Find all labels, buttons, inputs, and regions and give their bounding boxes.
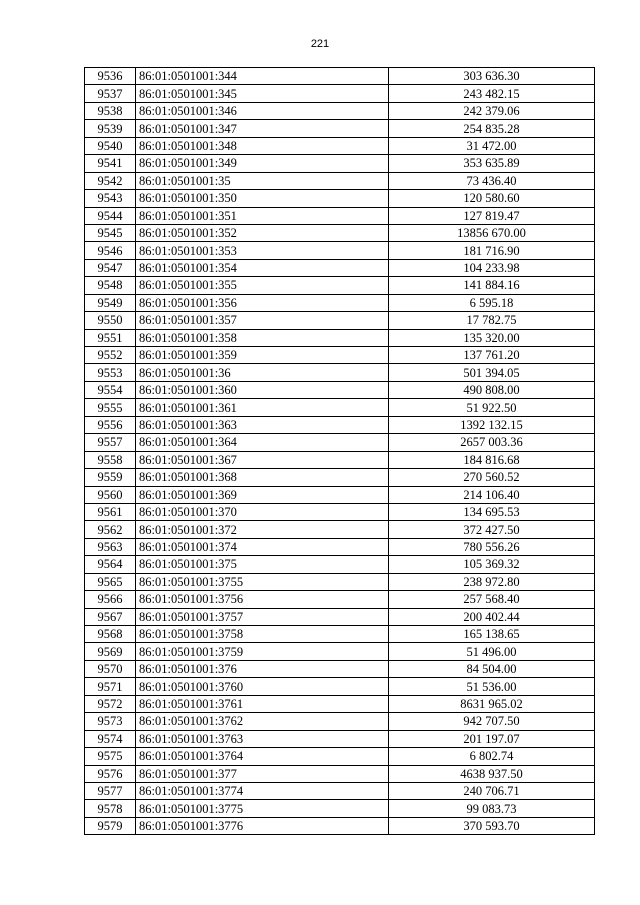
cadastral-value-cell: 31 472.00 — [389, 137, 595, 154]
cadastral-value-cell: 51 922.50 — [389, 399, 595, 416]
cadastral-value-cell: 243 482.15 — [389, 85, 595, 102]
row-number-cell: 9555 — [85, 399, 136, 416]
cadastral-number-cell: 86:01:0501001:363 — [136, 416, 389, 433]
cadastral-value-cell: 181 716.90 — [389, 242, 595, 259]
row-number-cell: 9541 — [85, 155, 136, 172]
row-number-cell: 9578 — [85, 800, 136, 817]
cadastral-number-cell: 86:01:0501001:3775 — [136, 800, 389, 817]
cadastral-number-cell: 86:01:0501001:3761 — [136, 695, 389, 712]
table-row — [85, 277, 595, 294]
table-row — [85, 102, 595, 119]
cadastral-value-cell: 254 835.28 — [389, 120, 595, 137]
row-number-cell: 9577 — [85, 782, 136, 799]
cadastral-number-cell: 86:01:0501001:3774 — [136, 782, 389, 799]
cadastral-number-cell: 86:01:0501001:354 — [136, 259, 389, 276]
cadastral-value-cell: 201 197.07 — [389, 730, 595, 747]
table-row — [85, 155, 595, 172]
table-row — [85, 224, 595, 241]
row-number-cell: 9551 — [85, 329, 136, 346]
row-number-cell: 9576 — [85, 765, 136, 782]
table-row — [85, 451, 595, 468]
row-number-cell: 9548 — [85, 277, 136, 294]
cadastral-number-cell: 86:01:0501001:364 — [136, 434, 389, 451]
row-number-cell: 9564 — [85, 556, 136, 573]
table-row — [85, 695, 595, 712]
table-row — [85, 573, 595, 590]
table-row — [85, 434, 595, 451]
cadastral-number-cell: 86:01:0501001:3776 — [136, 817, 389, 834]
row-number-cell: 9563 — [85, 538, 136, 555]
table-row — [85, 626, 595, 643]
cadastral-number-cell: 86:01:0501001:348 — [136, 137, 389, 154]
table-row — [85, 137, 595, 154]
table-row — [85, 347, 595, 364]
row-number-cell: 9547 — [85, 259, 136, 276]
cadastral-value-cell: 257 568.40 — [389, 591, 595, 608]
cadastral-number-cell: 86:01:0501001:3760 — [136, 678, 389, 695]
cadastral-number-cell: 86:01:0501001:3762 — [136, 713, 389, 730]
table-row — [85, 399, 595, 416]
row-number-cell: 9538 — [85, 102, 136, 119]
table-row — [85, 591, 595, 608]
table-row — [85, 817, 595, 834]
table-row — [85, 85, 595, 102]
row-number-cell: 9570 — [85, 660, 136, 677]
cadastral-number-cell: 86:01:0501001:359 — [136, 347, 389, 364]
table-row — [85, 486, 595, 503]
cadastral-value-cell: 184 816.68 — [389, 451, 595, 468]
table-row — [85, 120, 595, 137]
cadastral-value-cell: 372 427.50 — [389, 521, 595, 538]
row-number-cell: 9566 — [85, 591, 136, 608]
cadastral-value-cell: 942 707.50 — [389, 713, 595, 730]
cadastral-value-cell: 6 802.74 — [389, 748, 595, 765]
table-row — [85, 782, 595, 799]
row-number-cell: 9565 — [85, 573, 136, 590]
cadastral-value-cell: 270 560.52 — [389, 469, 595, 486]
cadastral-value-cell: 17 782.75 — [389, 312, 595, 329]
cadastral-value-cell: 4638 937.50 — [389, 765, 595, 782]
table-row — [85, 242, 595, 259]
row-number-cell: 9542 — [85, 172, 136, 189]
cadastral-number-cell: 86:01:0501001:3755 — [136, 573, 389, 590]
cadastral-number-cell: 86:01:0501001:361 — [136, 399, 389, 416]
row-number-cell: 9562 — [85, 521, 136, 538]
row-number-cell: 9568 — [85, 626, 136, 643]
cadastral-number-cell: 86:01:0501001:368 — [136, 469, 389, 486]
cadastral-number-cell: 86:01:0501001:351 — [136, 207, 389, 224]
row-number-cell: 9556 — [85, 416, 136, 433]
cadastral-value-cell: 51 536.00 — [389, 678, 595, 695]
cadastral-number-cell: 86:01:0501001:345 — [136, 85, 389, 102]
table-row — [85, 294, 595, 311]
row-number-cell: 9544 — [85, 207, 136, 224]
table-row — [85, 748, 595, 765]
cadastral-number-cell: 86:01:0501001:355 — [136, 277, 389, 294]
cadastral-value-cell: 6 595.18 — [389, 294, 595, 311]
table-row — [85, 190, 595, 207]
row-number-cell: 9546 — [85, 242, 136, 259]
cadastral-number-cell: 86:01:0501001:346 — [136, 102, 389, 119]
cadastral-value-cell: 501 394.05 — [389, 364, 595, 381]
cadastral-value-cell: 303 636.30 — [389, 68, 595, 85]
cadastral-value-cell: 353 635.89 — [389, 155, 595, 172]
row-number-cell: 9571 — [85, 678, 136, 695]
row-number-cell: 9557 — [85, 434, 136, 451]
cadastral-number-cell: 86:01:0501001:369 — [136, 486, 389, 503]
row-number-cell: 9579 — [85, 817, 136, 834]
page-number: 221 — [310, 38, 330, 50]
table-row — [85, 381, 595, 398]
cadastral-number-cell: 86:01:0501001:352 — [136, 224, 389, 241]
cadastral-value-cell: 120 580.60 — [389, 190, 595, 207]
row-number-cell: 9560 — [85, 486, 136, 503]
cadastral-number-cell: 86:01:0501001:360 — [136, 381, 389, 398]
row-number-cell: 9554 — [85, 381, 136, 398]
row-number-cell: 9539 — [85, 120, 136, 137]
table-row — [85, 713, 595, 730]
cadastral-number-cell: 86:01:0501001:374 — [136, 538, 389, 555]
table-row — [85, 259, 595, 276]
cadastral-value-cell: 214 106.40 — [389, 486, 595, 503]
cadastral-value-cell: 490 808.00 — [389, 381, 595, 398]
table-row — [85, 538, 595, 555]
table-row — [85, 312, 595, 329]
table-row — [85, 678, 595, 695]
table-row — [85, 800, 595, 817]
cadastral-number-cell: 86:01:0501001:376 — [136, 660, 389, 677]
row-number-cell: 9552 — [85, 347, 136, 364]
table-row — [85, 172, 595, 189]
row-number-cell: 9573 — [85, 713, 136, 730]
cadastral-number-cell: 86:01:0501001:347 — [136, 120, 389, 137]
cadastral-number-cell: 86:01:0501001:357 — [136, 312, 389, 329]
cadastral-value-cell: 127 819.47 — [389, 207, 595, 224]
cadastral-number-cell: 86:01:0501001:3756 — [136, 591, 389, 608]
row-number-cell: 9559 — [85, 469, 136, 486]
row-number-cell: 9549 — [85, 294, 136, 311]
table-row — [85, 207, 595, 224]
cadastral-number-cell: 86:01:0501001:35 — [136, 172, 389, 189]
cadastral-value-cell: 370 593.70 — [389, 817, 595, 834]
table-row — [85, 660, 595, 677]
row-number-cell: 9537 — [85, 85, 136, 102]
row-number-cell: 9543 — [85, 190, 136, 207]
table-row — [85, 521, 595, 538]
cadastral-number-cell: 86:01:0501001:370 — [136, 503, 389, 520]
table-row — [85, 730, 595, 747]
table-row — [85, 469, 595, 486]
cadastral-value-cell: 51 496.00 — [389, 643, 595, 660]
cadastral-value-cell: 780 556.26 — [389, 538, 595, 555]
table-row — [85, 608, 595, 625]
cadastral-number-cell: 86:01:0501001:350 — [136, 190, 389, 207]
cadastral-number-cell: 86:01:0501001:353 — [136, 242, 389, 259]
table-row — [85, 556, 595, 573]
row-number-cell: 9574 — [85, 730, 136, 747]
cadastral-number-cell: 86:01:0501001:3764 — [136, 748, 389, 765]
cadastral-value-cell: 137 761.20 — [389, 347, 595, 364]
row-number-cell: 9558 — [85, 451, 136, 468]
cadastral-value-cell: 200 402.44 — [389, 608, 595, 625]
cadastral-value-cell: 1392 132.15 — [389, 416, 595, 433]
cadastral-number-cell: 86:01:0501001:344 — [136, 68, 389, 85]
row-number-cell: 9572 — [85, 695, 136, 712]
table-row — [85, 329, 595, 346]
cadastral-value-cell: 242 379.06 — [389, 102, 595, 119]
cadastral-value-cell: 104 233.98 — [389, 259, 595, 276]
cadastral-number-cell: 86:01:0501001:367 — [136, 451, 389, 468]
table-row — [85, 765, 595, 782]
row-number-cell: 9540 — [85, 137, 136, 154]
cadastral-value-cell: 84 504.00 — [389, 660, 595, 677]
row-number-cell: 9545 — [85, 224, 136, 241]
cadastral-value-cell: 8631 965.02 — [389, 695, 595, 712]
cadastral-value-cell: 134 695.53 — [389, 503, 595, 520]
row-number-cell: 9575 — [85, 748, 136, 765]
table-row — [85, 416, 595, 433]
table-row — [85, 643, 595, 660]
cadastral-number-cell: 86:01:0501001:372 — [136, 521, 389, 538]
cadastral-value-table — [84, 67, 595, 835]
cadastral-value-cell: 141 884.16 — [389, 277, 595, 294]
cadastral-value-cell: 99 083.73 — [389, 800, 595, 817]
cadastral-number-cell: 86:01:0501001:3758 — [136, 626, 389, 643]
cadastral-number-cell: 86:01:0501001:36 — [136, 364, 389, 381]
cadastral-value-cell: 165 138.65 — [389, 626, 595, 643]
cadastral-value-cell: 105 369.32 — [389, 556, 595, 573]
cadastral-number-cell: 86:01:0501001:356 — [136, 294, 389, 311]
table-body — [85, 68, 595, 835]
table-row — [85, 364, 595, 381]
cadastral-number-cell: 86:01:0501001:3759 — [136, 643, 389, 660]
row-number-cell: 9567 — [85, 608, 136, 625]
cadastral-value-cell: 240 706.71 — [389, 782, 595, 799]
row-number-cell: 9550 — [85, 312, 136, 329]
row-number-cell: 9536 — [85, 68, 136, 85]
cadastral-number-cell: 86:01:0501001:375 — [136, 556, 389, 573]
row-number-cell: 9553 — [85, 364, 136, 381]
table-row — [85, 503, 595, 520]
cadastral-value-cell: 238 972.80 — [389, 573, 595, 590]
cadastral-value-cell: 13856 670.00 — [389, 224, 595, 241]
cadastral-number-cell: 86:01:0501001:358 — [136, 329, 389, 346]
row-number-cell: 9569 — [85, 643, 136, 660]
cadastral-value-cell: 2657 003.36 — [389, 434, 595, 451]
cadastral-number-cell: 86:01:0501001:377 — [136, 765, 389, 782]
cadastral-number-cell: 86:01:0501001:3757 — [136, 608, 389, 625]
table-row — [85, 68, 595, 85]
row-number-cell: 9561 — [85, 503, 136, 520]
cadastral-value-cell: 135 320.00 — [389, 329, 595, 346]
cadastral-number-cell: 86:01:0501001:349 — [136, 155, 389, 172]
cadastral-value-cell: 73 436.40 — [389, 172, 595, 189]
cadastral-number-cell: 86:01:0501001:3763 — [136, 730, 389, 747]
